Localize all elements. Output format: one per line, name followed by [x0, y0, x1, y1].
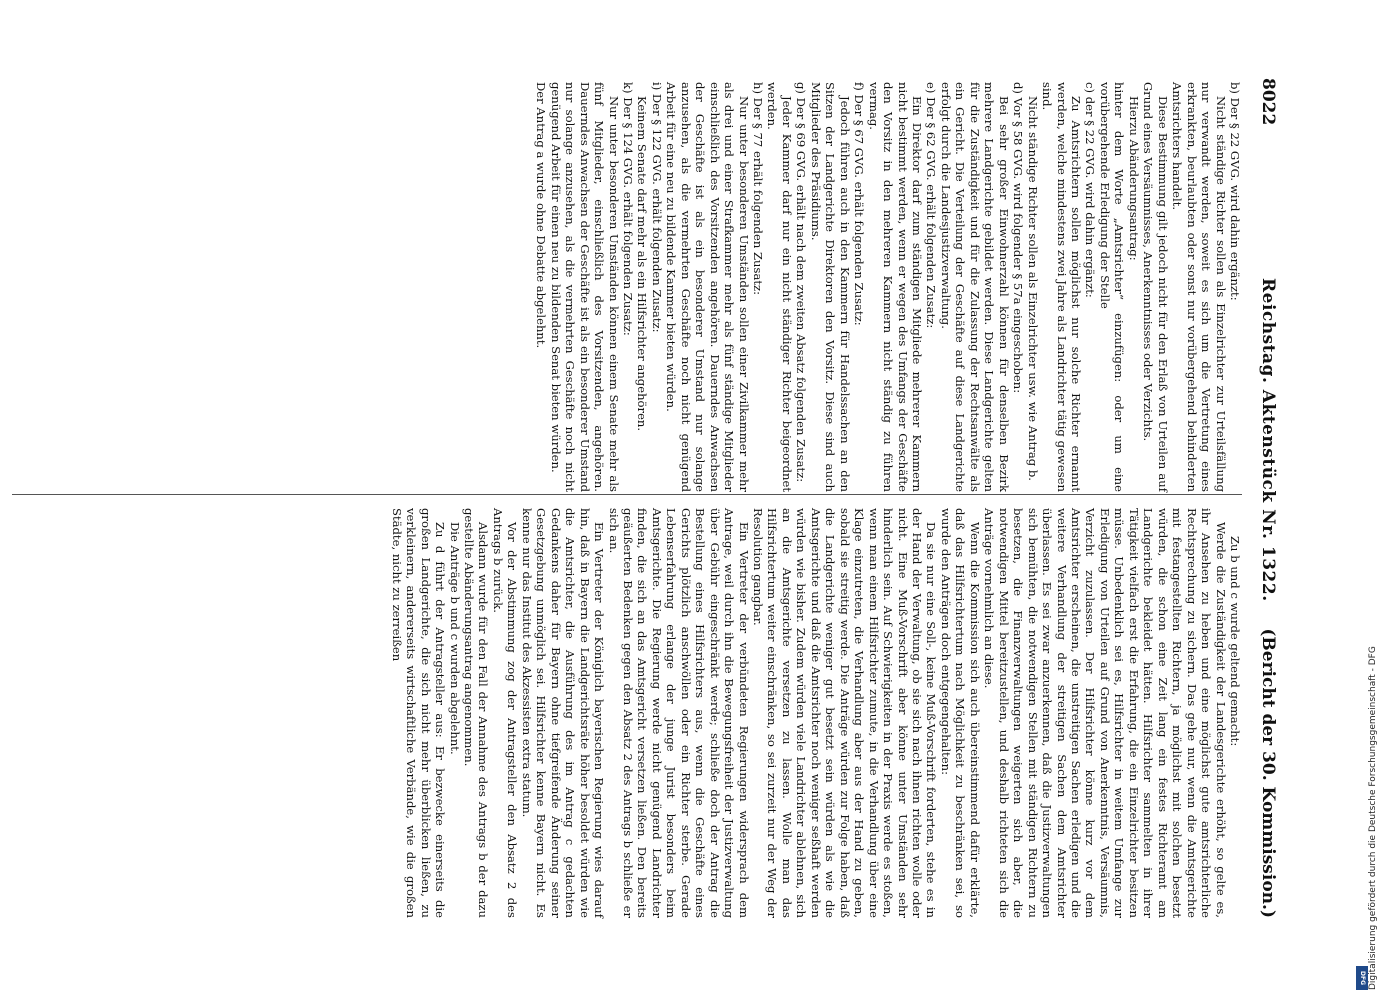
paragraph: e) Der § 62 GVG. erhält folgenden Zusatz:: [924, 82, 939, 329]
paragraph: c) der § 22 GVG. wird dahin ergänzt:: [1083, 82, 1098, 298]
page-title: Reichstag. Aktenstück Nr. 1322.: [1258, 278, 1278, 602]
paragraph: i) Der § 122 GVG. erhält folgenden Zusatz:: [649, 82, 664, 333]
paragraph: Ein Vertreter der Königlich bayerischen Regierung wies darauf hin, daß in Bayern die Landgerichtsräte höher besoldet würden wie die Amtsrichter, die Ausführung des im Antrag c gedachten Gedankens daher für Bayern ohne tiefgreifende Änderung seiner Gesetzgebung unmöglich sei. Hilfsrichter kenne Bayern nicht. Es kenne nur das Institut des Akzessisten extra statum.: [519, 508, 607, 918]
paragraph: Ein Direktor darf zum ständigen Mitgliede mehrerer Kammern nicht bestimmt werden, wenn er wegen des Umfangs der Geschäfte den Vorsitz in den mehreren Kammern nicht ständig zu führen vermag.: [866, 82, 925, 492]
paragraph: Jeder Kammer darf nur ein nicht ständiger Richter beigeordnet werden.: [765, 82, 794, 492]
page-header: [1254, 78, 1278, 918]
paragraph: Nicht ständige Richter sollen als Einzelrichter usw. wie Antrag b.: [1025, 96, 1040, 481]
right-column: [389, 508, 1242, 918]
paragraph: Ein Vertreter der verbündeten Regierungen widersprach dem Antrage, weil durch ihn die Bewegungsfreiheit der Justizverwaltung über Gebühr eingeschränkt werde; schließe doch der Antrag die Bestellung eines Hilfsrichters aus, wenn die Geschäfte eines Gerichts plötzlich anschwöllen oder ein Richter sterbe. Gerade Lebenserfahrung erlange der junge Jurist besonders beim Amtsgerichte. Die Regierung werde nicht genügend Landrichter finden, die sich an das Amtsgericht versetzen ließen. Den bereits geäußerten Bedenken gegen den Absatz 2 des Antrags b schließe er sich an.: [606, 508, 751, 918]
paragraph: k) Der § 124 GVG. erhält folgenden Zusatz:: [620, 82, 635, 336]
paragraph: Zu d führt der Antragsteller aus: Er bezwecke einerseits die großen Landgerichte, die sich nicht mehr überblicken ließen, zu verkleinern, andererseits wirtschaftliche Verbände, wie die großen Städte, nicht zu zerreißen: [389, 508, 448, 918]
paragraph: Nur unter besonderen Umständen können einem Senate mehr als fünf Mitglieder, einschließlich des Vorsitzenden, angehören. Dauerndes Anwachsen der Geschäfte ist als ein besonderer Umstand nur solange anzusehen, als die vermehrten Geschäfte noch nicht genügend Arbeit für einen neu zu bildenden Senat bieten würden.: [548, 82, 621, 492]
digitization-footer: [1354, 0, 1383, 1000]
left-column: [534, 82, 1242, 492]
paragraph: hinter dem Worte „Amtsrichter“ einzufügen: oder um eine vorübergehende Erledigung der Stelle: [1097, 82, 1127, 492]
paragraph: Keinem Senate darf mehr als ein Hilfsrichter angehören.: [635, 96, 650, 432]
paragraph: Zu Amtsrichtern sollen möglichst nur solche Richter ernannt werden, welche mindestens zwei Jahre als Landrichter tätig gewesen sind.: [1040, 82, 1084, 492]
paragraph: Vor der Abstimmung zog der Antragsteller den Absatz 2 des Antrags b zurück.: [490, 508, 520, 918]
column-divider: [12, 494, 1242, 495]
funding-note: Digitalisierung gefördert durch die Deutsche Forschungsgemeinschaft - DFG: [1368, 646, 1378, 990]
page-number: 8022: [1258, 78, 1278, 126]
paragraph: Jedoch führen auch in den Kammern für Handelssachen an den Sitzen der Landgerichte Direktoren den Vorsitz. Diese sind auch Mitglieder des Präsidiums.: [808, 82, 852, 492]
paragraph: Diese Bestimmung gilt jedoch nicht für den Erlaß von Urteilen auf Grund eines Versäumnisses, Anerkenntnisses oder Verzichts.: [1141, 82, 1170, 492]
paragraph: Alsdann wurde für den Fall der Annahme des Antrags b der dazu gestellte Abänderungsantrag angenommen.: [461, 508, 491, 918]
dfg-logo: DFG: [1356, 966, 1368, 990]
paragraph: Hierzu Abänderungsantrag:: [1126, 96, 1141, 261]
paragraph: Werde die Zuständigkeit der Landesgerichte erhöht, so gelte es, ihr Ansehen zu heben und eine möglichst gute amtsrichterliche Rechtsprechung zu sichern. Das gehe nur, wenn die Amtsgerichte mit festangestellten Richtern, ja möglichst mit solchen besetzt würden, die schon eine Zeit lang ein festes Richteramt am Landgerichte bekleidet hätten. Hilfsrichter sammelten in ihrer Tätigkeit vielfach erst die Erfahrung, die ein Einzelrichter besitzen müsse. Unbedenklich sei es, Hilfsrichter in weitem Umfange zur Erledigung von Urteilen auf Grund von Anerkenntnis, Versäumnis, Verzicht zuzulassen. Der Hilfsrichter könne kurz vor dem Amtsrichter erscheinen, die unstreitigen Sachen erledigen und die weitere Verhandlung der streitigen Sachen dem Amtsrichter überlassen. Es sei zwar anzuerkennen, daß die Justizverwaltungen sich bemühten, die notwendigen Stellen mit ständigen Richtern zu besetzen, die Finanzverwaltungen weigerten sich aber, die notwendigen Mittel bereitzustellen, und deshalb richteten sich die Anträge vornehmlich an diese.: [982, 508, 1228, 918]
paragraph: f) Der § 67 GVG. erhält folgenden Zusatz:: [852, 82, 867, 326]
paragraph: Die Anträge b und c wurden abgelehnt.: [447, 522, 462, 755]
page-subtitle: (Bericht der 30. Kommission.): [1258, 628, 1278, 918]
paragraph: Der Antrag a wurde ohne Debatte abgelehnt.: [534, 82, 549, 349]
paragraph: d) Vor § 58 GVG. wird folgender § 57a eingeschoben:: [1011, 82, 1026, 394]
paragraph: Wenn die Kommission sich auch übereinstimmend dafür erklärte, daß das Hilfsrichtertum nach Möglichkeit zu beschränken sei, so wurde den Anträgen doch entgegengehalten:: [938, 508, 982, 918]
paragraph: h) Der § 77 erhält folgenden Zusatz:: [751, 82, 766, 296]
paragraph: g) Der § 69 GVG. erhält nach dem zweiten Absatz folgenden Zusatz:: [794, 82, 809, 483]
paragraph: Nicht ständige Richter sollen als Einzelrichter zur Urteilsfällung nur verwandt werden, soweit es sich um die Vertretung eines erkrankten, beurlaubten oder sonst nur vorübergehend behinderten Amtsrichters handelt.: [1170, 82, 1228, 492]
paragraph: b) Der § 22 GVG. wird dahin ergänzt:: [1228, 82, 1242, 301]
paragraph: Bei sehr großer Einwohnerzahl können für denselben Bezirk mehrere Landgerichte gebildet werden. Diese Landgerichte gelten für die Zuständigkeit und für die Zulassung der Rechtsanwälte als ein Gericht. Die Verteilung der Geschäfte auf diese Landgerichte erfolgt durch die Landesjustizverwaltung.: [938, 82, 1011, 492]
paragraph: Da sie nur eine Soll-, keine Muß-Vorschrift forderten, stehe es in der Hand der Verwaltung, ob sie sich nach ihnen richten wolle oder nicht. Eine Muß-Vorschrift aber könne unter Umständen sehr hinderlich sein. Auf Schwierigkeiten in der Praxis werde es stoßen, wenn man einem Hilfsrichter zumute, in die Verhandlung über eine Klage einzutreten, die Verhandlung aber aus der Hand zu geben, sobald sie streitig werde. Die Anträge würden zur Folge haben, daß die Landgerichte weniger gut besetzt sein würden als wie die Amtsgerichte und daß die Amtsrichter noch weniger seßhaft werden würden wie bisher. Zudem würden viele Landrichter ablehnen, sich an die Amtsgerichte versetzen zu lassen. Wolle man das Hilfsrichtertum weiter einschränken, so sei zurzeit nur der Weg der Resolution gangbar.: [751, 508, 939, 918]
paragraph: Zu b und c wurde geltend gemacht:: [1228, 536, 1242, 747]
paragraph: Nur unter besonderen Umständen sollen einer Zivilkammer mehr als drei und einer Strafkammer mehr als fünf ständige Mitglieder einschließlich des Vorsitzenden angehören. Dauerndes Anwachsen der Geschäfte ist als ein besonderer Umstand nur solange anzusehen, als die vermehrten Geschäfte noch nicht genügend Arbeit für eine neu zu bildende Kammer bieten würden.: [664, 82, 751, 492]
